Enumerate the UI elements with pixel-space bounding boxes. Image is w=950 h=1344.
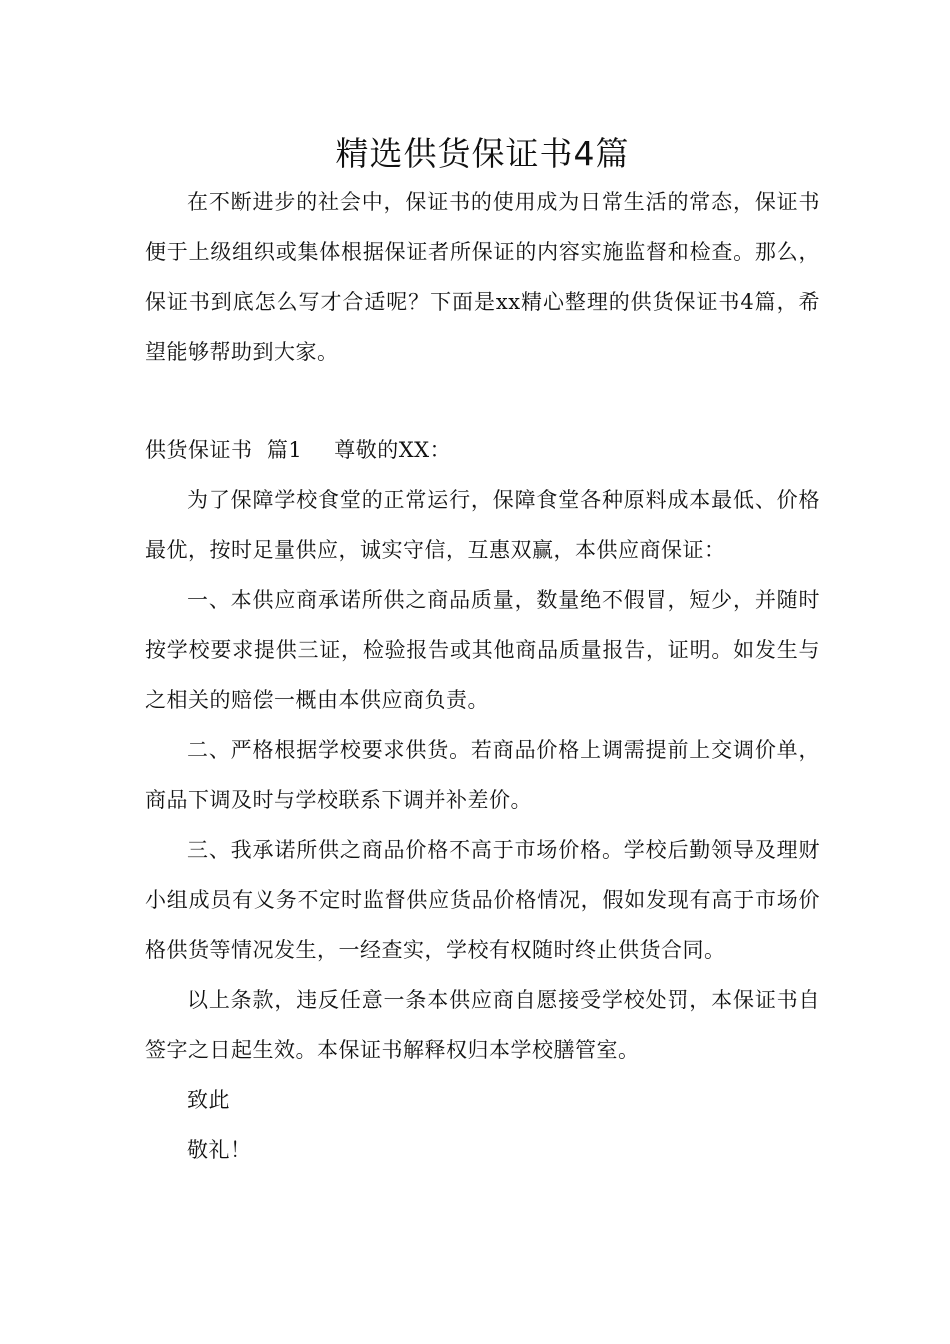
intro-paragraph: 在不断进步的社会中，保证书的使用成为日常生活的常态，保证书便于上级组织或集体根据保证者所保证的内容实施监督和检查。那么，保证书到底怎么写才合适呢？下面是xx精心整理的供货保证书4篇，希望能够帮助到大家。: [145, 190, 820, 364]
closing-line-1: 致此: [187, 1088, 230, 1112]
section-title: 供货保证书 篇1: [145, 438, 303, 462]
body-paragraph-clause-3: 三、我承诺所供之商品价格不高于市场价格。学校后勤领导及理财小组成员有义务不定时监督供应货品价格情况，假如发现有高于市场价格供货等情况发生，一经查实，学校有权随时终止供货合同。: [145, 838, 820, 962]
document-title: 精选供货保证书4篇: [335, 134, 630, 173]
salutation: 尊敬的XX：: [334, 438, 452, 462]
document-page: [145, 128, 820, 1318]
body-paragraph-clause-1: 一、本供应商承诺所供之商品质量，数量绝不假冒，短少，并随时按学校要求提供三证，检验报告或其他商品质量报告，证明。如发生与之相关的赔偿一概由本供应商负责。: [145, 588, 820, 712]
body-paragraph-terms: 以上条款，违反任意一条本供应商自愿接受学校处罚，本保证书自签字之日起生效。本保证书解释权归本学校膳管室。: [145, 988, 820, 1062]
section-heading: [145, 425, 820, 475]
body-paragraph-purpose: 为了保障学校食堂的正常运行，保障食堂各种原料成本最低、价格最优，按时足量供应，诚实守信，互惠双赢，本供应商保证：: [145, 488, 820, 562]
body-paragraph-clause-2: 二、严格根据学校要求供货。若商品价格上调需提前上交调价单，商品下调及时与学校联系下调并补差价。: [145, 738, 820, 812]
section-spacer: [145, 377, 820, 425]
closing-line-2: 敬礼！: [187, 1138, 252, 1162]
